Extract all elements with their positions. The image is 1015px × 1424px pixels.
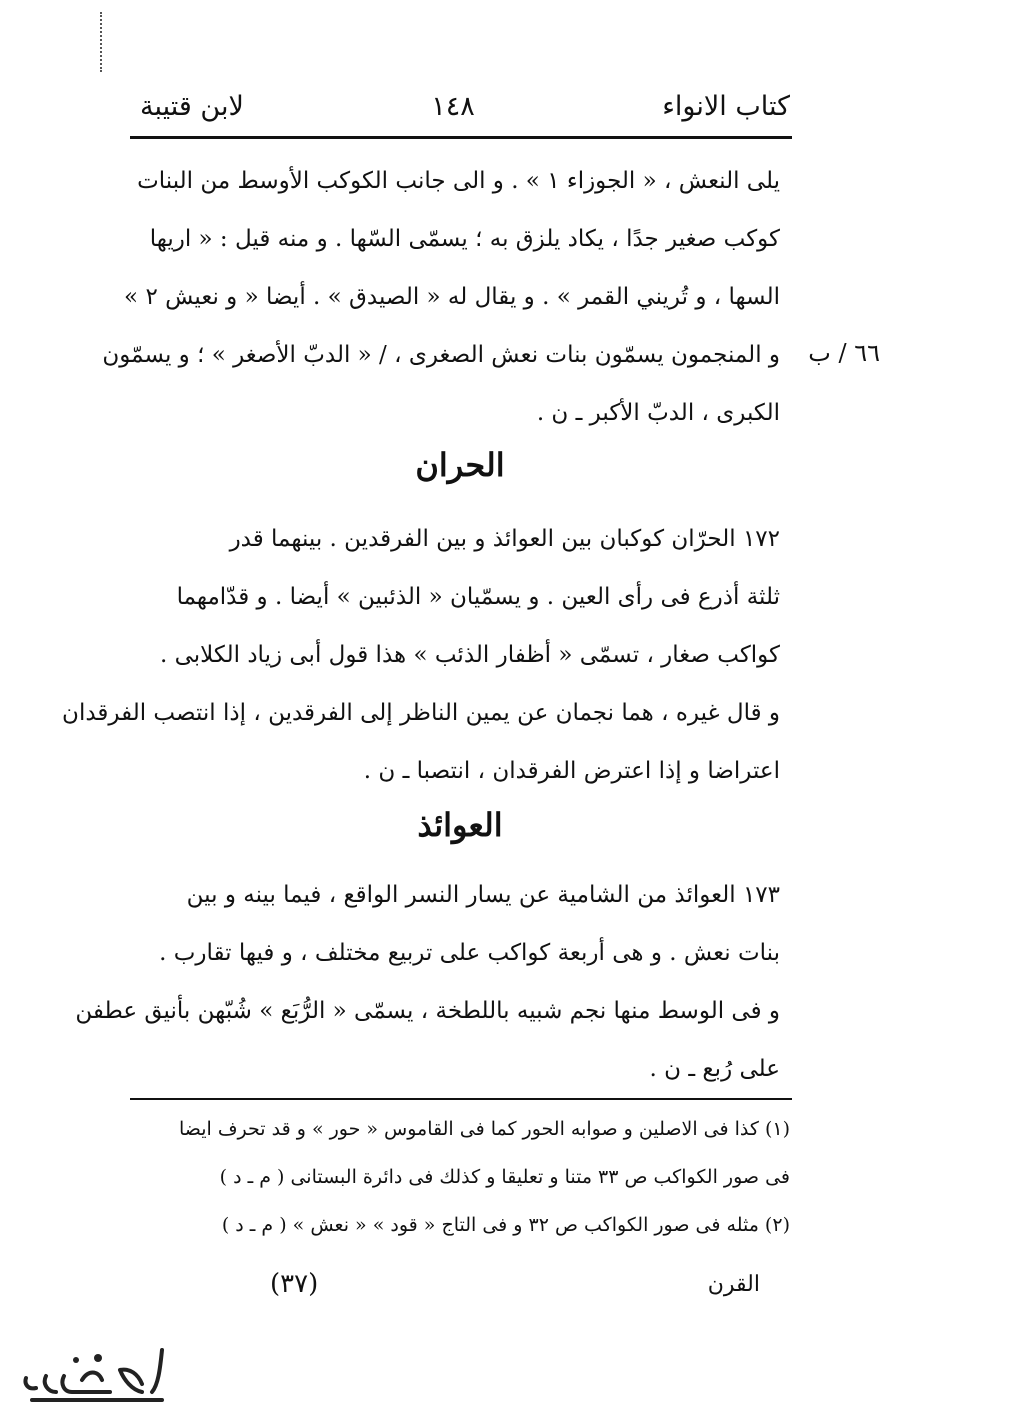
header-rule [130,136,792,139]
paragraph-3 [75,866,780,1098]
text-line: و المنجمون يسمّون بنات نعش الصغرى ، / « الدبّ الأصغر » ؛ و يسمّون [102,342,780,368]
text-line: كواكب صغار ، تسمّى « أظفار الذئب » هذا قول أبى زياد الكلابى . [159,642,780,668]
text-line: و قال غيره ، هما نجمان عن يمين الناظر إلى الفرقدين ، إذا انتصب الفرقدان [62,700,780,726]
text-line: و فى الوسط منها نجم شبيه باللطخة ، يسمّى « الرُّبَع » شُبّهن بأنيق عطفن [75,998,780,1024]
header-author: لابن قتيبة [140,90,244,122]
text-line: ١٧٢ الحرّان كوكبان بين العوائذ و بين الفرقدين . بينهما قدر [229,526,780,552]
text-line: ثلثة أذرع فى رأى العين . و يسمّيان « الذئبين » أيضا . و قدّامهما [176,584,780,610]
footnote-line: (١) كذا فى الاصلين و صوابه الحور كما فى القاموس « حور » و قد تحرف ايضا [178,1118,790,1140]
footnote-line: (٢) مثله فى صور الكواكب ص ٣٢ و فى التاج « قود » « نعش » ( م ـ د ) [221,1214,790,1236]
section-heading-alawaidh: العوائذ [417,806,503,844]
footnote-line: فى صور الكواكب ص ٣٣ متنا و تعليقا و كذلك فى دائرة البستانى ( م ـ د ) [219,1166,790,1188]
section-heading-alharran: الحران [415,446,505,484]
paragraph-1 [102,152,780,442]
text-line: كوكب صغير جدًا ، يكاد يلزق به ؛ يسمّى السّها . و منه قيل : « اريها [149,226,780,252]
header-title: كتاب الانواء [662,90,790,122]
text-line: على رُبع ـ ن . [649,1056,780,1082]
catchword: القرن [707,1271,760,1297]
running-header [140,76,790,136]
text-line: بنات نعش . و هى أربعة كواكب على تربيع مختلف ، و فيها تقارب . [159,940,780,966]
library-stamp-logo [12,1340,172,1410]
margin-folio-reference: ٦٦ / ب [808,339,880,367]
footnote-rule [130,1098,792,1100]
text-line: ١٧٣ العوائذ من الشامية عن يسار النسر الواقع ، فيما بينه و بين [186,882,780,908]
text-line: يلى النعش ، « الجوزاء ١ » . و الى جانب الكوكب الأوسط من البنات [137,168,780,194]
text-line: الكبرى ، الدبّ الأكبر ـ ن . [536,400,780,426]
signature-number: (٣٧) [270,1269,319,1299]
edge-mark [100,12,104,72]
header-page-number: ١٤٨ [431,90,475,122]
page-footer [150,1262,780,1306]
text-line: السها ، و تُريني القمر » . و يقال له « الصيدق » . أيضا « و نعيش ٢ » [124,284,780,310]
paragraph-2 [62,510,780,800]
text-line: اعتراضا و إذا اعترض الفرقدان ، انتصبا ـ ن . [363,758,780,784]
footnotes [140,1105,790,1249]
